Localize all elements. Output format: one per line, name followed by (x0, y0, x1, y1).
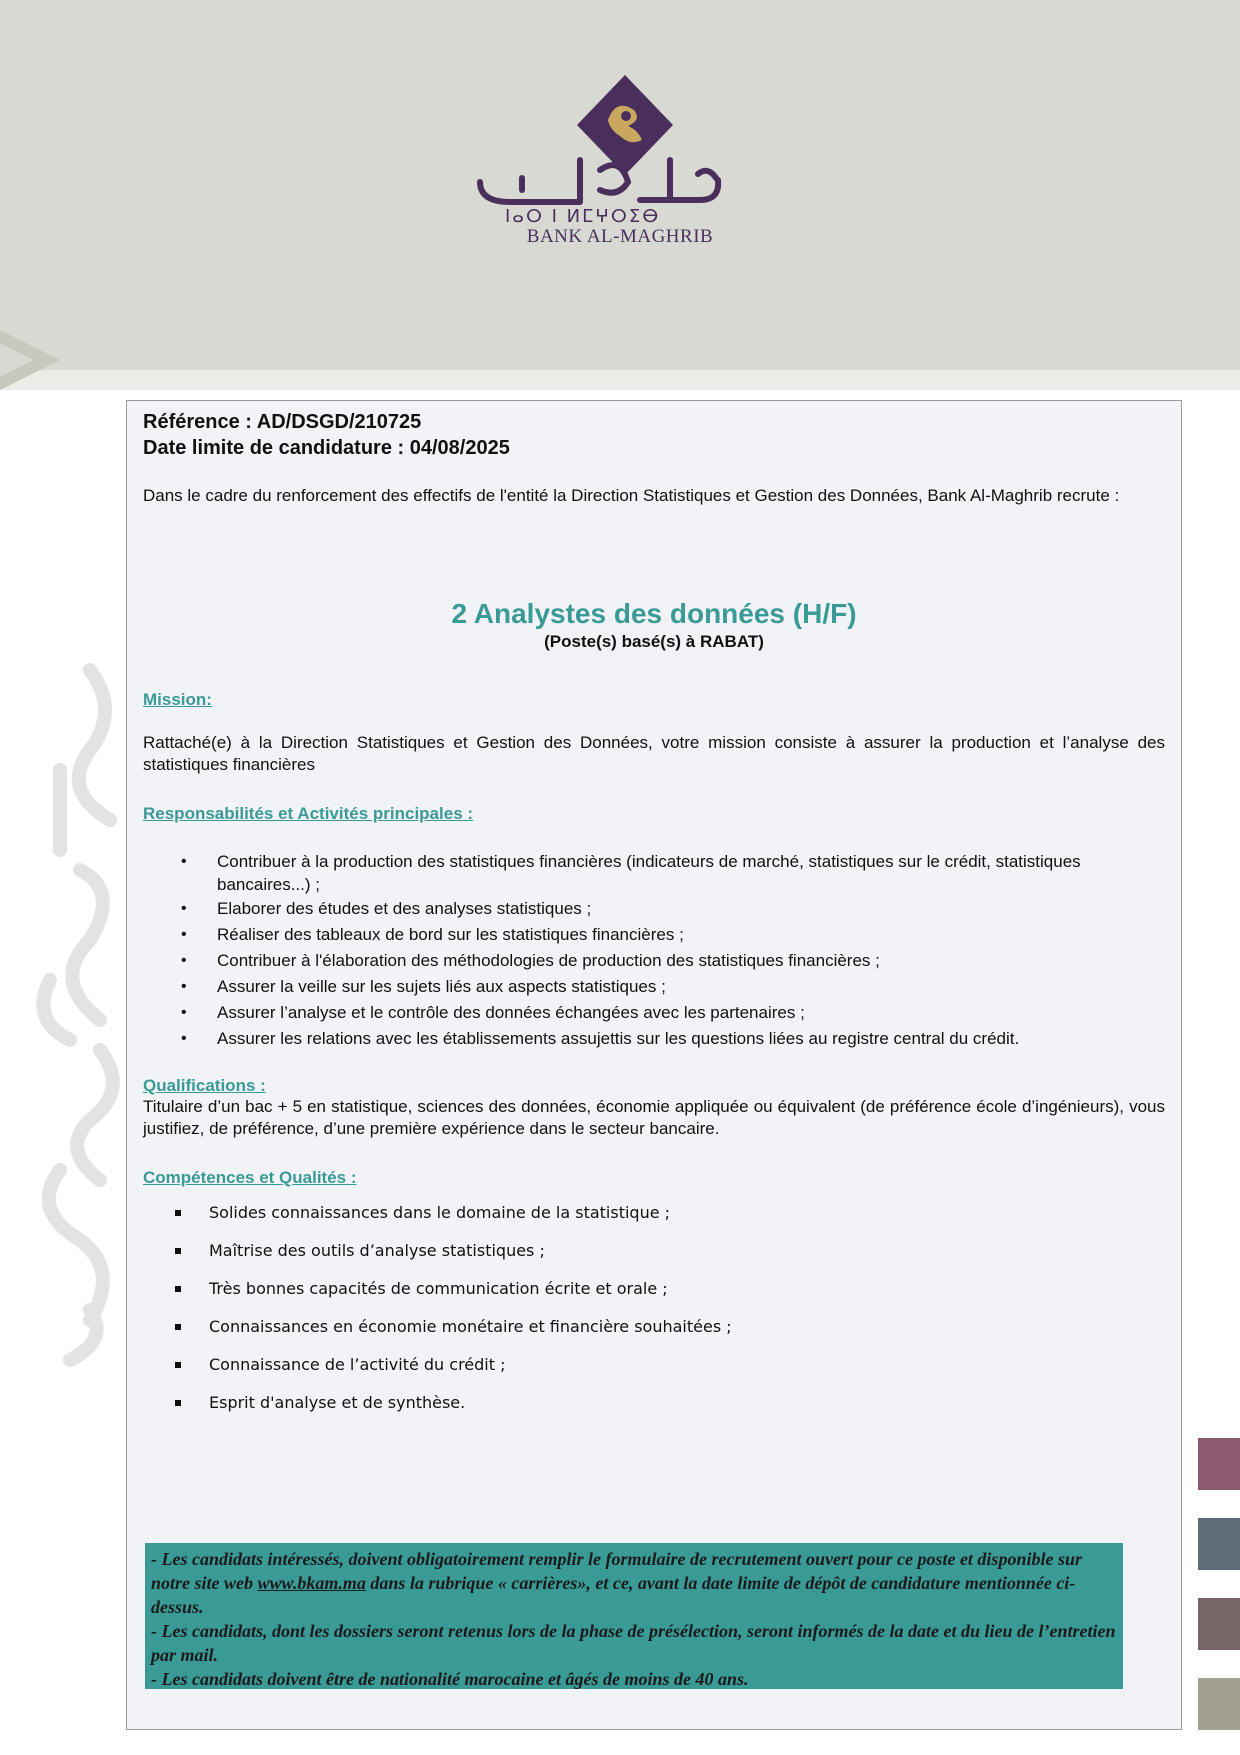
square-bullet-icon (175, 1324, 181, 1330)
color-swatch-1 (1198, 1438, 1240, 1490)
color-swatch-4 (1198, 1678, 1240, 1730)
list-item: Esprit d'analyse et de synthèse. (143, 1384, 1165, 1422)
qualifications-heading: Qualifications : (143, 1076, 266, 1095)
list-item: • Contribuer à l'élaboration des méthodologies de production des statistiques financières ; (143, 948, 1165, 974)
job-offer-card (126, 400, 1182, 1730)
mission-heading: Mission: (143, 690, 212, 709)
list-item: • Assurer la veille sur les sujets liés aux aspects statistiques ; (143, 974, 1165, 1000)
logo-diamond-icon (577, 75, 673, 175)
responsibilities-list (143, 850, 1165, 1052)
notice-line-2: - Les candidats, dont les dossiers seront retenus lors de la phase de présélection, seront informés de la date et du lieu de l’entretien par mail. (151, 1621, 1116, 1665)
square-bullet-icon (175, 1286, 181, 1292)
notice-line-3: - Les candidats doivent être de nationalité marocaine et âgés de moins de 40 ans. (151, 1669, 749, 1689)
mission-text: Rattaché(e) à la Direction Statistiques et Gestion des Données, votre mission consiste à assurer la production et l’analyse des statistiques financières (143, 733, 1165, 774)
bullet-icon: • (181, 900, 187, 917)
qualifications-text: Titulaire d’un bac + 5 en statistique, sciences des données, économie appliquée ou équivalent (de préférence école d’ingénieurs), vous justifiez, de préférence, d’une première expérience dans le secteur bancaire. (143, 1097, 1165, 1138)
intro-paragraph: Dans le cadre du renforcement des effectifs de l'entité la Direction Statistiques et Gestion des Données, Bank Al-Maghrib recrute : (143, 486, 1120, 505)
skills-list (143, 1194, 1165, 1422)
square-bullet-icon (175, 1210, 181, 1216)
calligraphy-watermark (20, 650, 140, 1370)
chevron-decoration-inner (0, 308, 34, 412)
color-swatch-2 (1198, 1518, 1240, 1570)
bullet-icon: • (181, 1030, 187, 1047)
job-location: (Poste(s) basé(s) à RABAT) (544, 632, 764, 651)
card-content (143, 409, 1165, 1422)
list-item: • Elaborer des études et des analyses statistiques ; (143, 896, 1165, 922)
deadline-line: Date limite de candidature : 04/08/2025 (143, 437, 510, 459)
application-notice (145, 1543, 1123, 1689)
list-item: • Assurer les relations avec les établissements assujettis sur les questions liées au registre central du crédit. (143, 1026, 1165, 1052)
website-link[interactable]: www.bkam.ma (257, 1573, 366, 1593)
list-item: • Réaliser des tableaux de bord sur les statistiques financières ; (143, 922, 1165, 948)
color-swatch-3 (1198, 1598, 1240, 1650)
list-item: Solides connaissances dans le domaine de la statistique ; (143, 1194, 1165, 1232)
reference-line: Référence : AD/DSGD/210725 (143, 411, 422, 433)
bullet-icon: • (181, 952, 187, 969)
square-bullet-icon (175, 1248, 181, 1254)
bullet-icon: • (181, 853, 187, 870)
logo-arabic-calligraphy (480, 160, 718, 202)
logo-caption: BANK AL-MAGHRIB (526, 226, 714, 247)
list-item: Connaissance de l’activité du crédit ; (143, 1346, 1165, 1384)
square-bullet-icon (175, 1400, 181, 1406)
bullet-icon: • (181, 1004, 187, 1021)
responsibilities-heading: Responsabilités et Activités principales : (143, 804, 474, 823)
list-item: • Assurer l’analyse et le contrôle des données échangées avec les partenaires ; (143, 1000, 1165, 1026)
list-item: Connaissances en économie monétaire et financière souhaitées ; (143, 1308, 1165, 1346)
square-bullet-icon (175, 1362, 181, 1368)
list-item: Maîtrise des outils d’analyse statistiques ; (143, 1232, 1165, 1270)
header-strip (0, 370, 1240, 390)
logo-tifinagh-script: ⵏⴰⵔ ⵏ ⵍⵎⵖⵔⵉⴱ (505, 206, 661, 227)
job-title: 2 Analystes des données (H/F) (451, 598, 857, 629)
notice-line-1: - Les candidats intéressés, doivent obligatoirement remplir le formulaire de recrutement ouvert pour ce poste et disponible sur notre site web www.bkam.ma dans la rubrique « carrières», et ce, avant la date limite de dépôt de candidature mentionnée ci-dessus. (151, 1549, 1082, 1617)
skills-heading: Compétences et Qualités : (143, 1168, 357, 1187)
bullet-icon: • (181, 926, 187, 943)
list-item: Très bonnes capacités de communication écrite et orale ; (143, 1270, 1165, 1308)
list-item: • Contribuer à la production des statistiques financières (indicateurs de marché, statistiques sur le crédit, statistiques bancaires...) ; (181, 852, 1081, 894)
bullet-icon: • (181, 978, 187, 995)
bank-logo (460, 70, 780, 250)
